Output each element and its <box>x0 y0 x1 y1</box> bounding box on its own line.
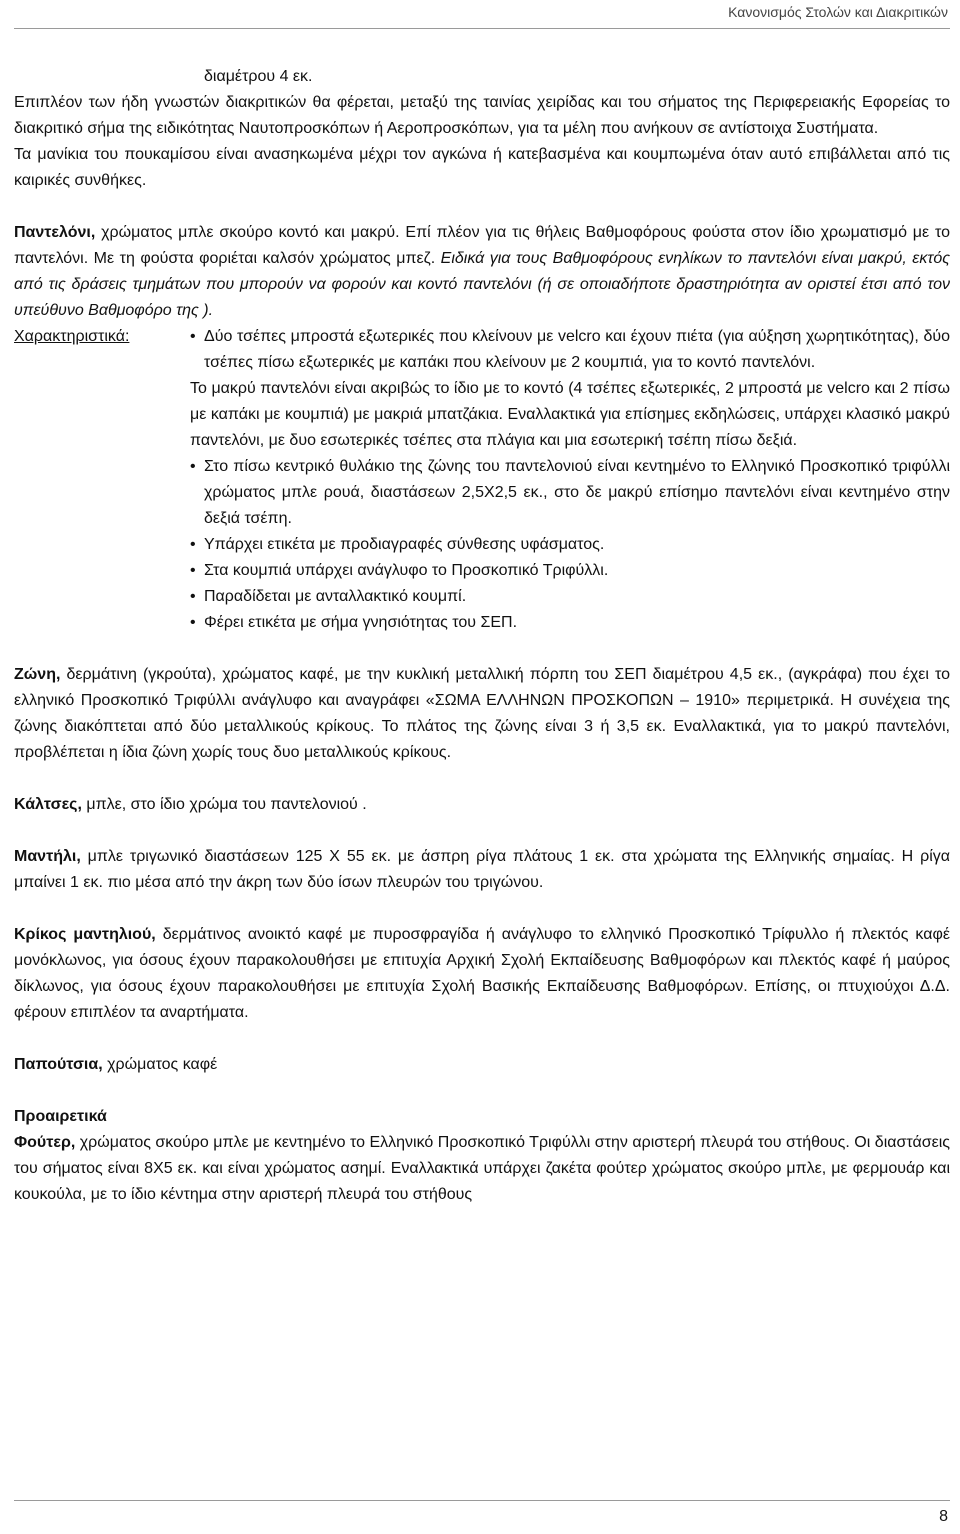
scarf-text: μπλε τριγωνικό διαστάσεων 125 Χ 55 εκ. με άσπρη ρίγα πλάτους 1 εκ. στα χρώματα της Ελληνικής σημαίας. Η ρίγα μπαίνει 1 εκ. πιο μέσα από την άκρη των δύο ίσων πλευρών του τριγώνου. <box>14 848 950 891</box>
ring-paragraph <box>14 922 950 1026</box>
feature-text: Παραδίδεται με ανταλλακτικό κουμπί. <box>204 588 467 605</box>
running-header: Κανονισμός Στολών και Διακριτικών <box>728 4 948 20</box>
shoes-paragraph <box>14 1052 950 1078</box>
feature-text: Υπάρχει ετικέτα με προδιαγραφές σύνθεσης υφάσματος. <box>204 536 605 553</box>
features-section <box>14 324 950 636</box>
bullet-icon: • <box>190 588 196 605</box>
ring-title: Κρίκος μαντηλιού, <box>14 926 156 943</box>
feature-item <box>190 584 950 610</box>
intro-line: διαμέτρου 4 εκ. <box>204 68 313 85</box>
ring-text: δερμάτινος ανοικτό καφέ με πυροσφραγίδα ή ανάγλυφο το ελληνικό Προσκοπικό Τρίφυλλο ή πλεκτός καφέ μονόκλωνος, για όσους έχουν παρακολουθήσει με επιτυχία Αρχική Σχολή Εκπαίδευσης Βαθμοφόρων και πλεκτός καφέ ή μαύρος δίκλωνος, για όσους έχουν παρακολουθήσει με επιτυχία Σχολή Βασικής Εκπαίδευσης Βαθμοφόρων. Επίσης, οι πτυχιούχοι Δ.Δ. φέρουν επιπλέον τα αναρτήματα. <box>14 926 950 1021</box>
header-divider <box>14 28 950 29</box>
belt-paragraph <box>14 662 950 766</box>
feature-item <box>190 324 950 376</box>
sweatshirt-paragraph <box>14 1130 950 1208</box>
feature-item <box>190 558 950 584</box>
scarf-paragraph <box>14 844 950 896</box>
optional-heading <box>14 1104 950 1130</box>
sweatshirt-text: χρώματος σκούρο μπλε με κεντημένο το Ελληνικό Προσκοπικό Τριφύλλι στην αριστερή πλευρά του στήθους. Οι διαστάσεις του σήματος είναι 8Χ5 εκ. και είναι χρώματος ασημί. Εναλλακτικά υπάρχει ζακέτα φούτερ χρώματος σκούρο μπλε, με φερμουάρ και κουκούλα, με το ίδιο κέντημα στην αριστερή πλευρά του στήθους <box>14 1134 950 1203</box>
intro-paragraph-1: Επιπλέον των ήδη γνωστών διακριτικών θα φέρεται, μεταξύ της ταινίας χειρίδας και του σήματος της Περιφερειακής Εφορείας το διακριτικό σήμα της ειδικότητας Ναυτοπροσκόπων ή Αεροπροσκόπων, για τα μέλη που ανήκουν σε αντίστοιχα Συστήματα. <box>14 94 950 137</box>
feature-continuation: Το μακρύ παντελόνι είναι ακριβώς το ίδιο με το κοντό (4 τσέπες εξωτερικές, 2 μπροστά με velcro και 2 πίσω με καπάκι με κουμπιά) με μακριά μπατζάκια. Εναλλακτικά για επίσημες εκδηλώσεις, υπάρχει κλασικό μακρύ παντελόνι, με δυο εσωτερικές τσέπες στα πλάγια και μια εσωτερική τσέπη πίσω δεξιά. <box>190 380 950 449</box>
page-number: 8 <box>939 1508 948 1525</box>
pants-text: χρώματος μπλε σκούρο κοντό και μακρύ. Επί πλέον για τις θήλεις Βαθμοφόρους φούστα στον ίδιο χρωματισμό με το παντελόνι. Με τη φούστα φοριέται καλσόν χρώματος μπεζ. <box>14 224 950 267</box>
socks-text: μπλε, στο ίδιο χρώμα του παντελονιού . <box>81 796 367 813</box>
optional-heading-text: Προαιρετικά <box>14 1108 107 1125</box>
scarf-title: Μαντήλι, <box>14 848 81 865</box>
pants-italic-note: Ειδικά για τους Βαθμοφόρους ενηλίκων το παντελόνι είναι μακρύ, εκτός από τις δράσεις τμημάτων που μπορούν να φορούν και κοντό παντελόνι (ή σε οποιαδήποτε δραστηριότητα αν οριστεί έτσι από τον υπεύθυνο Βαθμοφόρο της ). <box>14 250 950 319</box>
socks-title: Κάλτσες, <box>14 796 82 813</box>
bullet-icon: • <box>190 536 196 553</box>
pants-title: Παντελόνι, <box>14 224 96 241</box>
document-body <box>14 64 950 1208</box>
bullet-icon: • <box>190 328 196 345</box>
bullet-icon: • <box>190 458 196 475</box>
shoes-text: χρώματος καφέ <box>102 1056 218 1073</box>
belt-title: Ζώνη, <box>14 666 61 683</box>
intro-paragraph-2: Τα μανίκια του πουκαμίσου είναι ανασηκωμένα μέχρι τον αγκώνα ή κατεβασμένα και κουμπωμένα όταν αυτό επιβάλλεται από τις καιρικές συνθήκες. <box>14 146 950 189</box>
feature-text: Δύο τσέπες μπροστά εξωτερικές που κλείνουν με velcro και έχουν πιέτα (για αύξηση χωρητικότητας), δύο τσέπες πίσω εξωτερικές με καπάκι που κλείνουν με 2 κουμπιά, για το κοντό παντελόνι. <box>204 328 950 371</box>
features-list <box>190 324 950 636</box>
shoes-title: Παπούτσια, <box>14 1056 103 1073</box>
footer-divider <box>14 1500 950 1501</box>
socks-paragraph <box>14 792 950 818</box>
features-label: Χαρακτηριστικά: <box>14 328 130 345</box>
pants-paragraph <box>14 220 950 324</box>
bullet-icon: • <box>190 562 196 579</box>
feature-text: Στο πίσω κεντρικό θυλάκιο της ζώνης του παντελονιού είναι κεντημένο το Ελληνικό Προσκοπικό τριφύλλι χρώματος μπλε ρουά, διαστάσεων 2,5Χ2,5 εκ., στο δε μακρύ επίσημο παντελόνι είναι κεντημένο στην δεξιά τσέπη. <box>204 458 950 527</box>
feature-text: Φέρει ετικέτα με σήμα γνησιότητας του ΣΕΠ. <box>204 614 518 631</box>
feature-item <box>190 454 950 532</box>
feature-item <box>190 610 950 636</box>
feature-text: Στα κουμπιά υπάρχει ανάγλυφο το Προσκοπικό Τριφύλλι. <box>204 562 609 579</box>
bullet-icon: • <box>190 614 196 631</box>
feature-item <box>190 532 950 558</box>
sweatshirt-title: Φούτερ, <box>14 1134 76 1151</box>
belt-text: δερμάτινη (γκρούτα), χρώματος καφέ, με την κυκλική μεταλλική πόρπη του ΣΕΠ διαμέτρου 4,5 εκ., (αγκράφα) που έχει το ελληνικό Προσκοπικό Τριφύλλι ανάγλυφο και αναγράφει «ΣΩΜΑ ΕΛΛΗΝΩΝ ΠΡΟΣΚΟΠΩΝ – 1910» περιμετρικά. Η συνέχεια της ζώνης διακόπτεται από δύο μεταλλικούς κρίκους. Το πλάτος της ζώνης είναι 3 ή 3,5 εκ. Εναλλακτικά, για το μακρύ παντελόνι, προβλέπεται η ίδια ζώνη χωρίς τους δυο μεταλλικούς κρίκους. <box>14 666 950 761</box>
